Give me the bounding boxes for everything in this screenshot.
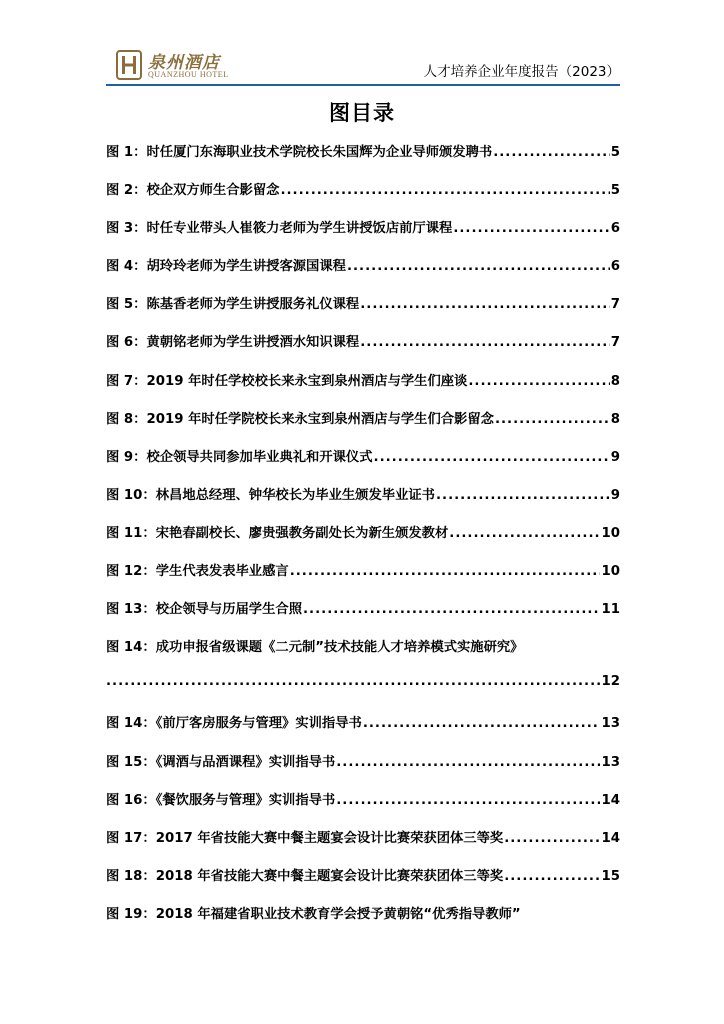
toc-entry[interactable] [106, 217, 620, 255]
toc-entry-label: 图 7：2019 年时任学校校长来永宝到泉州酒店与学生们座谈 [106, 373, 468, 389]
toc-entry-label: 图 18：2018 年省技能大赛中餐主题宴会设计比赛荣获团体三等奖 [106, 868, 504, 884]
toc-entry-label: 图 10：林昌地总经理、钟华校长为毕业生颁发毕业证书 [106, 487, 435, 503]
toc-dot-leader [504, 869, 600, 884]
toc-entry[interactable] [106, 522, 620, 560]
toc-dot-leader [303, 602, 600, 617]
toc-dot-leader [336, 793, 600, 808]
toc-dot-leader [504, 831, 600, 846]
toc-dot-leader [363, 716, 601, 731]
toc-entry-label: 图 17：2017 年省技能大赛中餐主题宴会设计比赛荣获团体三等奖 [106, 830, 504, 846]
header-divider [106, 84, 620, 86]
toc-entry-page-number: 7 [610, 297, 620, 313]
toc-dot-leader [106, 674, 600, 689]
toc-entry-page-number: 9 [610, 449, 620, 465]
toc-entry-page-number: 6 [610, 221, 620, 237]
toc-dot-leader [336, 755, 600, 770]
toc-entry[interactable] [106, 598, 620, 636]
toc-entry-label: 图 14：成功申报省级课题《二元制”技术技能人才培养模式实施研究》 [106, 640, 524, 656]
toc-entry[interactable] [106, 827, 620, 865]
page-title: 图目录 [329, 101, 395, 125]
toc-entry-page-number: 10 [601, 525, 620, 541]
toc-entry-label: 图 11：宋艳春副校长、廖贵强教务副处长为新生颁发教材 [106, 525, 449, 541]
toc-entry[interactable] [106, 484, 620, 522]
toc-entry[interactable] [106, 636, 620, 674]
toc-dot-leader [493, 145, 610, 160]
toc-dot-leader [360, 335, 610, 350]
toc-entry[interactable] [106, 408, 620, 446]
toc-entry-label: 图 4：胡玲玲老师为学生讲授客源国课程 [106, 259, 346, 275]
toc-entry[interactable] [106, 141, 620, 179]
toc-entry-label: 图 15：《调酒与品酒课程》实训指导书 [106, 754, 336, 770]
toc-entry-label: 图 6：黄朝铭老师为学生讲授酒水知识课程 [106, 335, 360, 351]
toc-dot-leader [374, 450, 610, 465]
toc-dot-leader [347, 259, 610, 274]
toc-entry-label: 图 1：时任厦门东海职业技术学院校长朱国辉为企业导师颁发聘书 [106, 145, 493, 160]
toc-entry[interactable] [106, 179, 620, 217]
toc-dot-leader [495, 412, 610, 427]
toc-entry-page-number: 5 [610, 183, 620, 199]
toc-dot-leader [290, 564, 601, 579]
toc-entry-page-number: 6 [610, 259, 620, 275]
toc-dot-leader [280, 183, 609, 198]
figure-list [106, 141, 620, 941]
toc-entry-page-number: 13 [601, 754, 620, 770]
toc-entry[interactable] [106, 903, 620, 941]
toc-entry[interactable] [106, 712, 620, 750]
toc-entry-page-number: 15 [601, 868, 620, 884]
toc-entry-page-number: 5 [610, 145, 620, 160]
toc-dot-leader [449, 526, 600, 541]
toc-entry-label: 图 19：2018 年福建省职业技术教育学会授予黄朝铭“优秀指导教师” [106, 906, 521, 922]
toc-entry[interactable] [106, 865, 620, 903]
toc-entry-page-number: 13 [601, 716, 620, 732]
toc-dot-leader [436, 488, 610, 503]
toc-entry-label: 图 3：时任专业带头人崔筱力老师为学生讲授饭店前厅课程 [106, 221, 453, 237]
toc-entry[interactable] [106, 255, 620, 293]
toc-entry-page-number: 8 [610, 411, 620, 427]
toc-entry-label: 图 13：校企领导与历届学生合照 [106, 602, 302, 618]
toc-entry-label: 图 12：学生代表发表毕业感言 [106, 564, 289, 580]
toc-entry-page-number: 14 [601, 792, 620, 808]
toc-entry-label: 图 5：陈基香老师为学生讲授服务礼仪课程 [106, 297, 360, 313]
toc-entry-label: 图 2：校企双方师生合影留念 [106, 183, 280, 199]
toc-entry[interactable] [106, 293, 620, 331]
toc-entry[interactable] [106, 331, 620, 369]
toc-entry[interactable] [106, 751, 620, 789]
toc-dot-leader [468, 374, 609, 389]
page-header [106, 48, 620, 84]
toc-entry-page-number: 8 [610, 373, 620, 389]
toc-entry[interactable] [106, 789, 620, 827]
toc-entry-page-number: 14 [601, 830, 620, 846]
toc-entry-page-number: 7 [610, 335, 620, 351]
toc-entry-label: 图 16：《餐饮服务与管理》实训指导书 [106, 792, 336, 808]
logo-chinese-name: 泉州酒店 [148, 53, 220, 73]
toc-entry-label: 图 9：校企领导共同参加毕业典礼和开课仪式 [106, 449, 373, 465]
report-title: 人才培养企业年度报告（2023） [423, 64, 620, 80]
toc-entry[interactable] [106, 674, 620, 712]
toc-entry-label: 图 14：《前厅客房服务与管理》实训指导书 [106, 716, 362, 732]
toc-dot-leader [453, 221, 609, 236]
toc-entry[interactable] [106, 560, 620, 598]
hotel-logo [116, 48, 266, 82]
toc-entry-page-number: 11 [601, 602, 620, 618]
toc-entry-page-number: 9 [610, 487, 620, 503]
toc-entry-label: 图 8：2019 年时任学院校长来永宝到泉州酒店与学生们合影留念 [106, 411, 494, 427]
toc-entry[interactable] [106, 446, 620, 484]
toc-dot-leader [360, 297, 610, 312]
hotel-logo-icon [116, 50, 142, 80]
logo-english-name: QUANZHOU HOTEL [148, 70, 229, 79]
toc-entry-page-number: 10 [601, 564, 620, 580]
toc-entry[interactable] [106, 370, 620, 408]
toc-entry-page-number: 12 [601, 674, 620, 690]
